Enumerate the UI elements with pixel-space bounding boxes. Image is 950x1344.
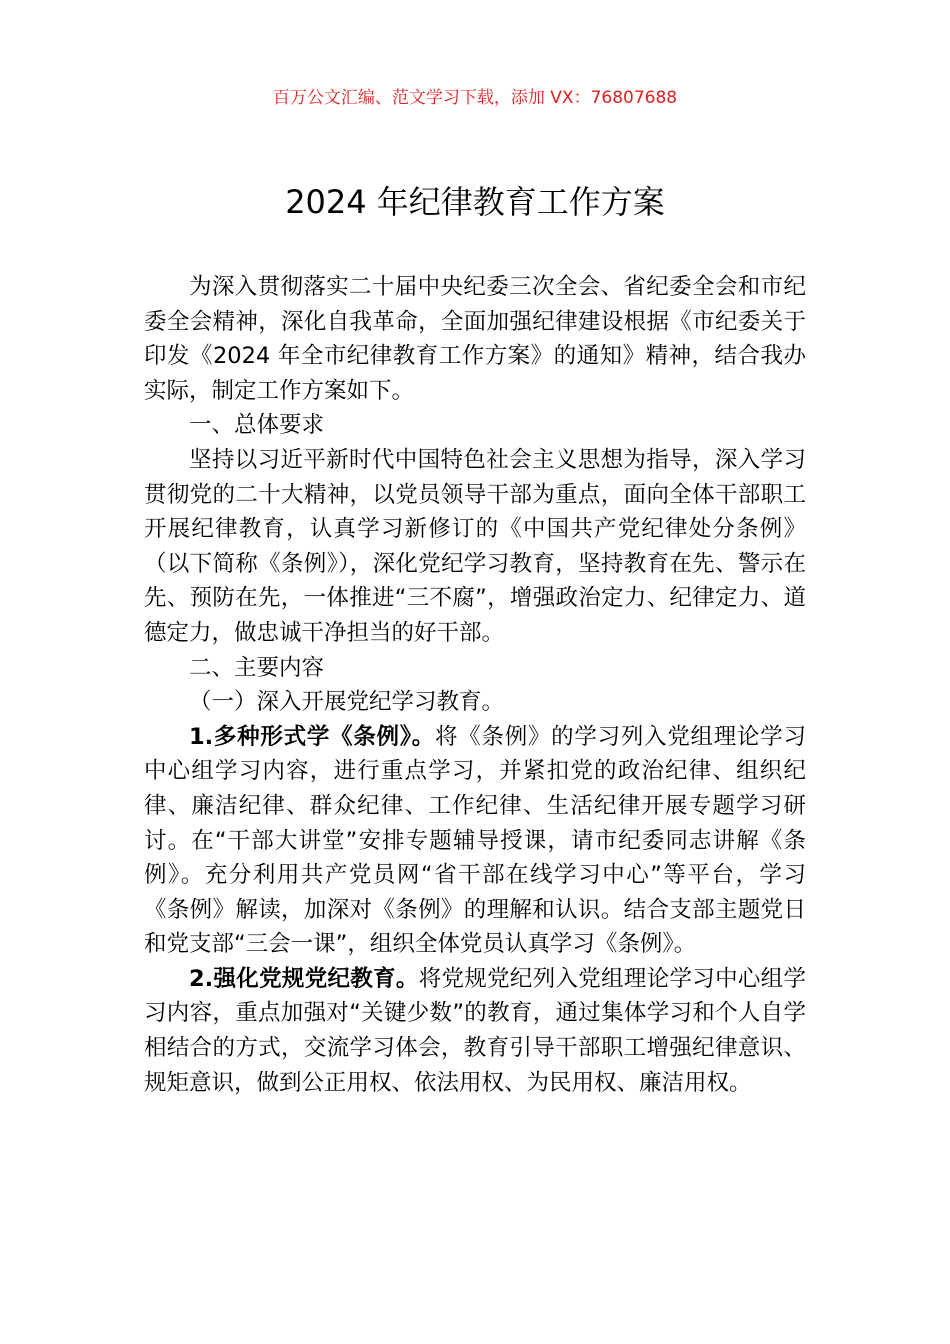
- item-2-paragraph: [144, 962, 806, 1100]
- section-heading-2: 二、主要内容: [189, 654, 325, 681]
- subsection-heading-1: （一）深入开展党纪学习教育。: [189, 689, 505, 716]
- section-1-paragraph: 坚持以习近平新时代中国特色社会主义思想为指导，深入学习贯彻党的二十大精神，以党员领导干部为重点，面向全体干部职工开展纪律教育，认真学习新修订的《中国共产党纪律处分条例》（以下简称《条例》），深化党纪学习教育，坚持教育在先、警示在先、预防在先，一体推进“三不腐”，增强政治定力、纪律定力、道德定力，做忠诚干净担当的好干部。: [144, 446, 806, 646]
- item-1-heading: 1.多种形式学《条例》。: [189, 723, 435, 750]
- item-2-text: 将党规党纪列入党组理论学习中心组学习内容，重点加强对“关键少数”的教育，通过集体学习和个人自学相结合的方式，交流学习体会，教育引导干部职工增强纪律意识、规矩意识，做到公正用权、依法用权、为民用权、廉洁用权。: [144, 965, 806, 1096]
- download-banner: 百万公文汇编、范文学习下载，添加 VX：76807688: [272, 88, 678, 108]
- page-title: 2024 年纪律教育工作方案: [285, 183, 665, 221]
- intro-paragraph: 为深入贯彻落实二十届中央纪委三次全会、省纪委全会和市纪委全会精神，深化自我革命，全面加强纪律建设根据《市纪委关于印发《2024 年全市纪律教育工作方案》的通知》精神，结合我办实际，制定工作方案如下。: [144, 274, 806, 404]
- item-2-heading: 2.强化党规党纪教育。: [189, 965, 419, 992]
- item-1-text: 将《条例》的学习列入党组理论学习中心组学习内容，进行重点学习，并紧扣党的政治纪律、组织纪律、廉洁纪律、群众纪律、工作纪律、生活纪律开展专题学习研讨。在“干部大讲堂”安排专题辅导授课，请市纪委同志讲解《条例》。充分利用共产党员网“省干部在线学习中心”等平台，学习《条例》解读，加深对《条例》的理解和认识。结合支部主题党日和党支部“三会一课”，组织全体党员认真学习《条例》。: [144, 723, 806, 958]
- item-1-paragraph: [144, 720, 806, 962]
- section-heading-1: 一、总体要求: [189, 412, 325, 439]
- document-body: [144, 270, 806, 1100]
